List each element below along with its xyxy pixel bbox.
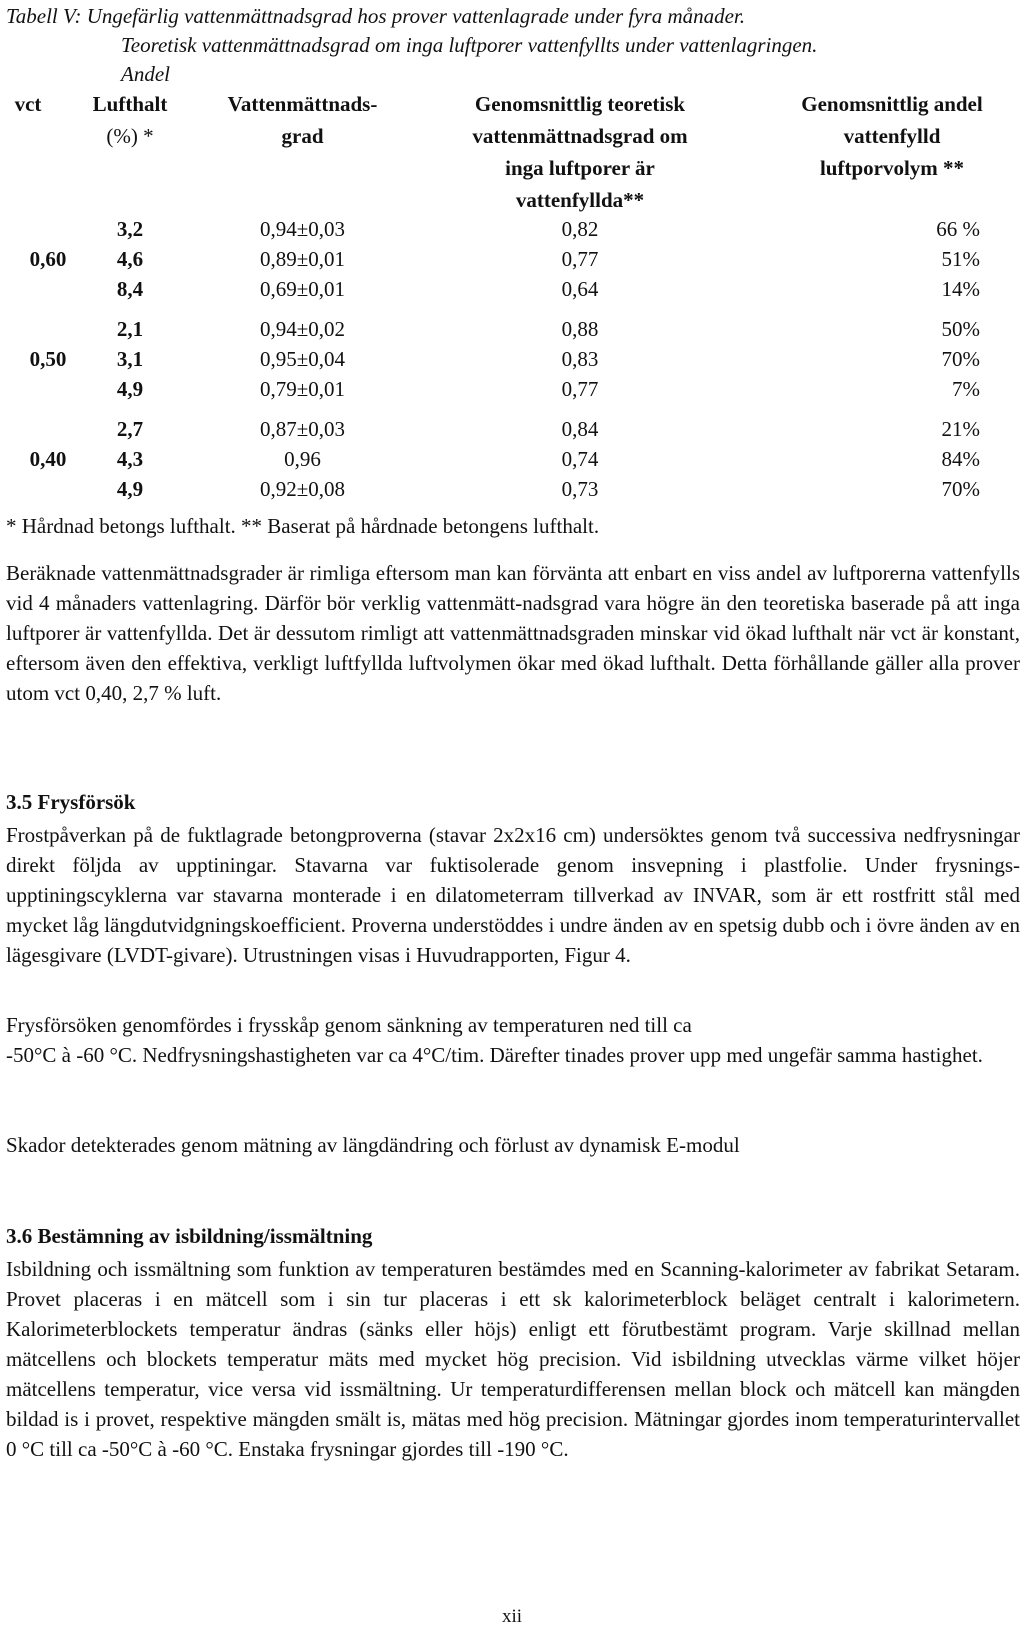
andel-cell: 50% — [941, 317, 980, 341]
lufthalt-cell: 8,4 — [116, 277, 144, 301]
vmg-cell: 0,92±0,08 — [259, 477, 346, 501]
teor-cell: 0,82 — [561, 217, 599, 241]
vmg-cell: 0,96 — [284, 447, 321, 471]
paragraph-1: Beräknade vattenmättnadsgrader är rimliga eftersom man kan förvänta att enbart en viss andel av luftporerna vattenfylls vid 4 månaders vattenlagring. Därför bör verklig vattenmätt-nadsgrad vara högre än den teoretiska baserade på att inga luftporer är vattenfyllda. Det är dessutom rimligt att vattenmättnadsgraden minskar vid ökad lufthalt när vct är konstant, eftersom även den effektiva, verkligt luftfyllda luftvolymen ökar med ökad lufthalt. Detta förhållande gäller alla prover utom vct 0,40, 2,7 % luft. — [6, 561, 1020, 705]
vct-cell: 0,60 — [29, 247, 67, 271]
paragraph-4: Skador detekterades genom mätning av längdändring och förlust av dynamisk E-modul — [6, 1133, 740, 1157]
lufthalt-cell: 3,1 — [116, 347, 144, 371]
vct-cell: 0,40 — [29, 447, 67, 471]
table-footnote: * Hårdnad betongs lufthalt. ** Baserat på hårdnade betongens lufthalt. — [6, 514, 600, 538]
vmg-cell: 0,79±0,01 — [259, 377, 346, 401]
andel-cell: 84% — [941, 447, 980, 471]
andel-cell: 21% — [941, 417, 980, 441]
teor-cell: 0,73 — [561, 477, 599, 501]
teor-cell: 0,84 — [561, 417, 599, 441]
andel-cell: 51% — [941, 247, 980, 271]
lufthalt-cell: 4,9 — [116, 477, 144, 501]
teor-cell: 0,74 — [561, 447, 599, 471]
vmg-cell: 0,95±0,04 — [259, 347, 346, 371]
andel-cell: 7% — [952, 377, 980, 401]
caption-line-1: Tabell V: Ungefärlig vattenmättnadsgrad hos prover vattenlagrade under fyra månader. — [6, 4, 746, 28]
caption-line-2: Teoretisk vattenmättnadsgrad om inga luftporer vattenfyllts under vattenlagringen. — [121, 33, 818, 57]
section-heading-3-5: 3.5 Frysförsök — [6, 790, 136, 814]
lufthalt-cell: 4,9 — [116, 377, 144, 401]
paragraph-2: Frostpåverkan på de fuktlagrade betongproverna (stavar 2x2x16 cm) undersöktes genom två successiva nedfrysningar direkt följda av upptiningar. Stavarna var fuktisolerade genom insvepning i plastfolie. Under frysnings-upptiningscyklerna var stavarna monterade i en dilatometerram tillverkad av INVAR, som är ett rostfritt stål med mycket låg längdutvidgningskoefficient. Proverna understöddes i undre änden av en spetsig dubb och i övre änden av en lägesgivare (LVDT-givare). Utrustningen visas i Huvudrapporten, Figur 4. — [6, 823, 1020, 967]
section-heading-3-6: 3.6 Bestämning av isbildning/issmältning — [6, 1224, 373, 1248]
header-teoretisk: Genomsnittlig teoretisk vattenmättnadsgrad om inga luftporer är vattenfyllda** — [472, 92, 688, 212]
lufthalt-cell: 4,3 — [116, 447, 144, 471]
header-andel: Genomsnittlig andel vattenfylld luftporvolym ** — [801, 92, 983, 180]
header-lufthalt: Lufthalt (%) * — [92, 92, 168, 148]
lufthalt-cell: 2,7 — [116, 417, 144, 441]
vmg-cell: 0,69±0,01 — [259, 277, 346, 301]
andel-cell: 70% — [941, 347, 980, 371]
teor-cell: 0,77 — [561, 377, 599, 401]
andel-cell: 70% — [941, 477, 980, 501]
paragraph-5: Isbildning och issmältning som funktion av temperaturen bestämdes med en Scanning-kalorimeter av fabrikat Setaram. Provet placeras i en mätcell som i sin tur placeras i ett sk kalorimeterblock beläget centralt i kalorimetern. Kalorimeterblockets temperatur ändras (sänks eller höjs) enligt ett förutbestämt program. Varje skillnad mellan mätcellens och blockets temperatur mäts med mycket hög precision. Vid isbildning utvecklas värme vilket höjer mätcellens temperatur, vice versa vid issmältning. Ur temperaturdifferensen mellan block och mätcell kan mängden bildad is i provet, respektive mängden smält is, mätas med hög precision. Mätningar gjordes inom temperaturintervallet 0 °C till ca -50°C à -60 °C. Enstaka frysningar gjordes till -190 °C. — [6, 1257, 1020, 1461]
teor-cell: 0,64 — [561, 277, 599, 301]
vmg-cell: 0,87±0,03 — [259, 417, 346, 441]
vmg-cell: 0,94±0,03 — [259, 217, 346, 241]
lufthalt-cell: 3,2 — [116, 217, 144, 241]
andel-cell: 14% — [941, 277, 980, 301]
lufthalt-cell: 4,6 — [116, 247, 144, 271]
vmg-cell: 0,89±0,01 — [259, 247, 346, 271]
lufthalt-cell: 2,1 — [116, 317, 144, 341]
page-number: xii — [501, 1606, 523, 1627]
paragraph-3a: Frysförsöken genomfördes i frysskåp genom sänkning av temperaturen ned till ca — [6, 1013, 692, 1037]
teor-cell: 0,77 — [561, 247, 599, 271]
header-vct: vct — [14, 92, 42, 116]
header-vattenmattnadsgrad: Vattenmättnads- grad — [227, 92, 378, 148]
teor-cell: 0,83 — [561, 347, 599, 371]
teor-cell: 0,88 — [561, 317, 599, 341]
paragraph-3b: -50°C à -60 °C. Nedfrysningshastigheten var ca 4°C/tim. Därefter tinades prover upp med ungefär samma hastighet. — [6, 1043, 983, 1067]
caption-line-3: Andel — [121, 62, 170, 86]
vct-cell: 0,50 — [29, 347, 67, 371]
table-caption — [6, 2, 1016, 89]
vmg-cell: 0,94±0,02 — [259, 317, 346, 341]
andel-cell: 66 % — [936, 217, 980, 241]
